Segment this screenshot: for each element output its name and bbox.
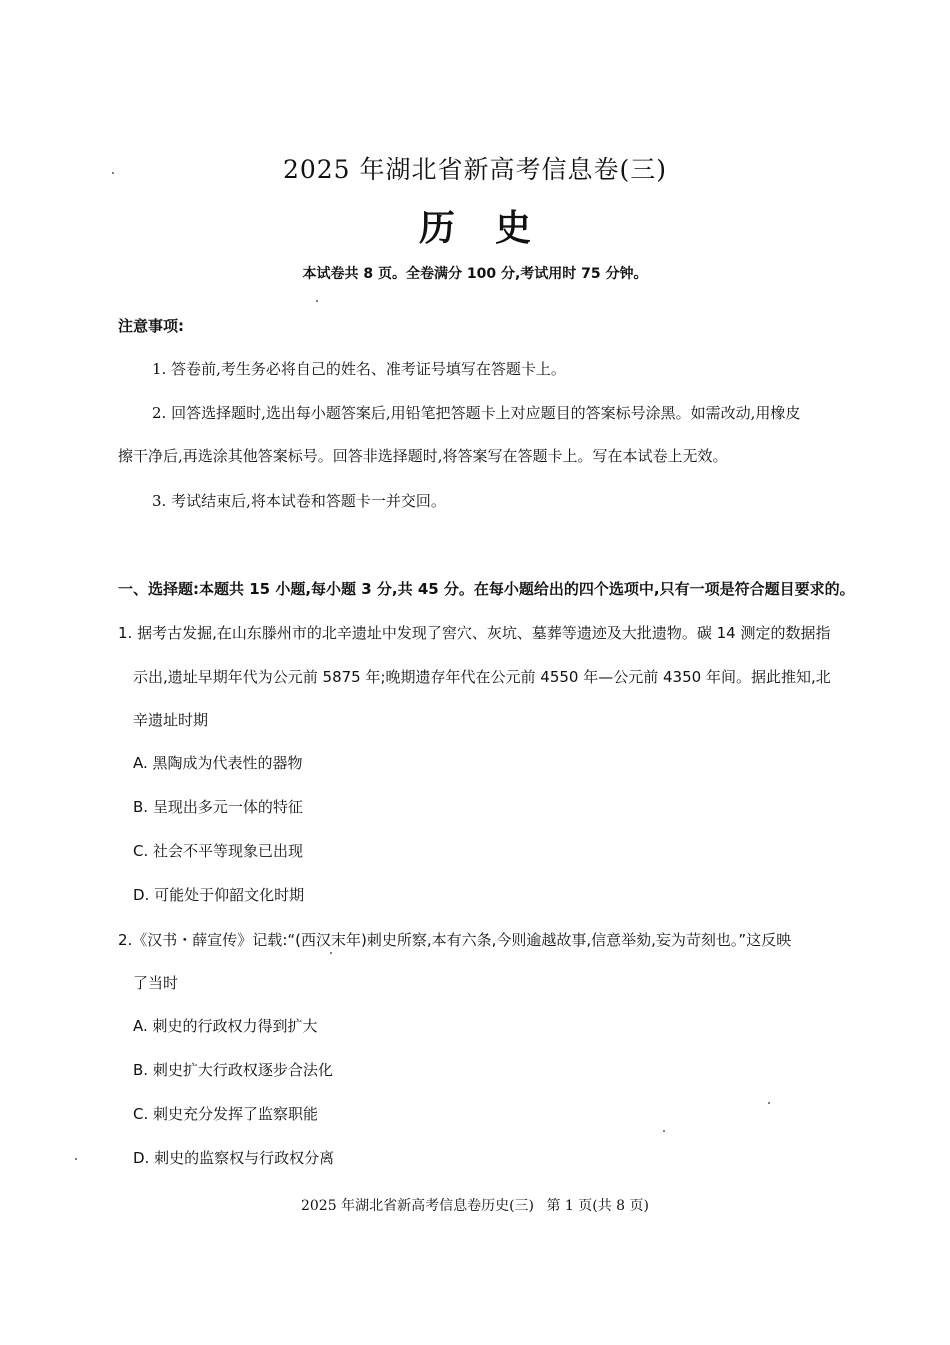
question-2-stem-line-2: 了当时 (133, 974, 179, 992)
question-1-option-b: B. 呈现出多元一体的特征 (133, 798, 303, 816)
question-1-stem-line-3: 辛遗址时期 (133, 711, 209, 729)
page-footer (0, 1195, 950, 1215)
question-1-option-d: D. 可能处于仰韶文化时期 (133, 886, 305, 904)
scan-speck (330, 952, 332, 954)
footer-title: 2025 年湖北省新高考信息卷历史(三) (300, 1198, 534, 1214)
scan-speck (316, 300, 318, 302)
notice-item-1: 1. 答卷前,考生务必将自己的姓名、准考证号填写在答题卡上。 (152, 360, 566, 378)
exam-info: 本试卷共 8 页。全卷满分 100 分,考试用时 75 分钟。 (302, 266, 648, 282)
question-1-stem-line-1: 1. 据考古发掘,在山东滕州市的北辛遗址中发现了窖穴、灰坑、墓葬等遗迹及大批遗物。碳 14 测定的数据指 (118, 624, 831, 642)
question-2-stem-line-1: 2.《汉书・薛宣传》记载:“(西汉末年)刺史所察,本有六条,今则逾越故事,信意举劾,妄为苛刻也。”这反映 (118, 931, 792, 949)
footer-page-number: 第 1 页(共 8 页) (546, 1198, 649, 1214)
scan-speck (768, 1102, 770, 1104)
section-heading: 一、选择题:本题共 15 小题,每小题 3 分,共 45 分。在每小题给出的四个选项中,只有一项是符合题目要求的。 (118, 580, 855, 598)
scan-speck (112, 172, 114, 174)
subject-title: 历史 (418, 208, 571, 249)
notice-heading: 注意事项: (118, 317, 184, 335)
question-2-option-b: B. 刺史扩大行政权逐步合法化 (133, 1061, 333, 1079)
scan-speck (75, 1158, 77, 1160)
question-2-option-a: A. 刺史的行政权力得到扩大 (133, 1017, 318, 1035)
question-1-option-c: C. 社会不平等现象已出现 (133, 842, 304, 860)
question-1-option-a: A. 黑陶成为代表性的器物 (133, 754, 303, 772)
question-1-stem-line-2: 示出,遗址早期年代为公元前 5875 年;晚期遗存年代在公元前 4550 年—公元前 4350 年间。据此推知,北 (133, 668, 831, 686)
question-2-option-c: C. 刺史充分发挥了监察职能 (133, 1105, 319, 1123)
scan-speck (663, 1130, 665, 1132)
question-2-option-d: D. 刺史的监察权与行政权分离 (133, 1149, 335, 1167)
notice-item-2-line-2: 擦干净后,再选涂其他答案标号。回答非选择题时,将答案写在答题卡上。写在本试卷上无效。 (118, 447, 728, 465)
notice-item-2-line-1: 2. 回答选择题时,选出每小题答案后,用铅笔把答题卡上对应题目的答案标号涂黑。如需改动,用橡皮 (152, 404, 801, 422)
exam-title: 2025 年湖北省新高考信息卷(三) (282, 155, 668, 184)
notice-item-3: 3. 考试结束后,将本试卷和答题卡一并交回。 (152, 492, 446, 510)
